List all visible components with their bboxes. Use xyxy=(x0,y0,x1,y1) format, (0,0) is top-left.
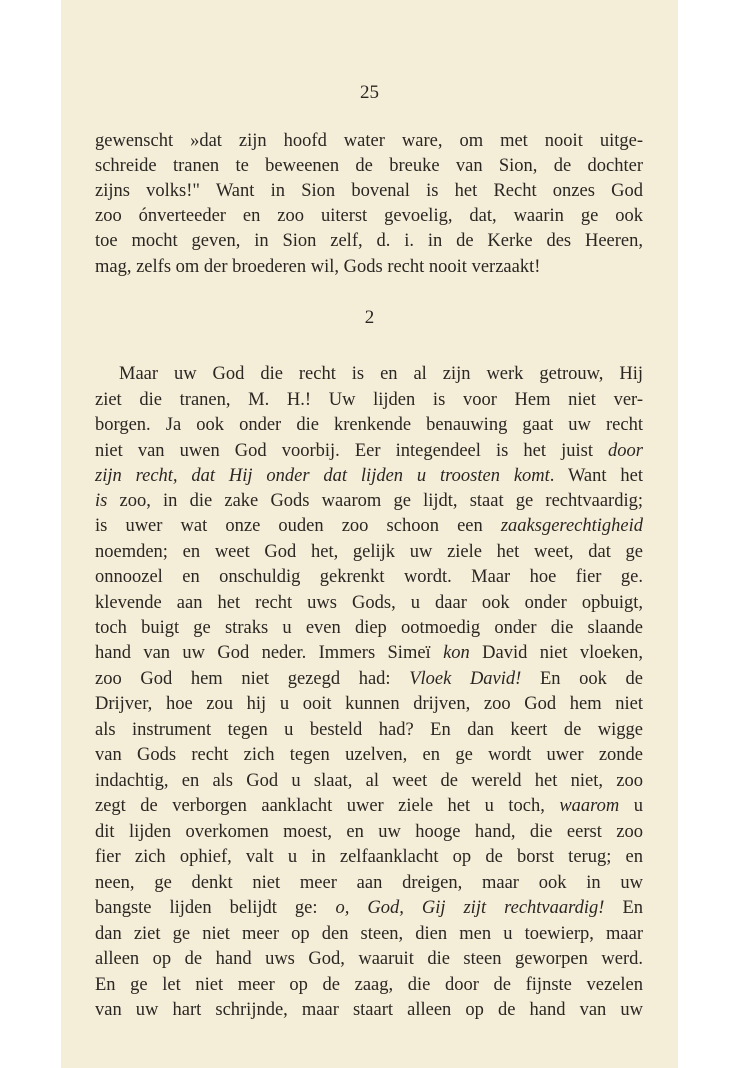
text-span: niet van uwen God voorbij. Eer integendeel is het juist xyxy=(95,441,609,461)
text-span: zoo God hem niet gezegd had: xyxy=(95,669,410,689)
text-line: mag, zelfs om der broederen wil, Gods recht nooit verzaakt! xyxy=(95,257,541,277)
text-line: indachtig, en als God u slaat, al weet de wereld het niet, zoo xyxy=(95,771,643,791)
section-number: 2 xyxy=(364,307,375,328)
text-line xyxy=(95,795,643,817)
italic-span: is xyxy=(95,491,108,511)
italic-span: zijn recht, dat Hij onder dat lijden u troosten komt xyxy=(95,466,550,486)
text-line xyxy=(95,642,643,664)
text-line xyxy=(95,897,643,919)
text-line: noemden; en weet God het, gelijk uw ziele het weet, dat ge xyxy=(95,542,643,562)
text-line xyxy=(95,465,643,487)
italic-span: kon xyxy=(443,643,470,663)
italic-span: zaaksgerechtigheid xyxy=(500,516,643,536)
text-line: als instrument tegen u besteld had? En dan keert de wigge xyxy=(95,720,643,740)
text-line: van Gods recht zich tegen uzelven, en ge wordt uwer zonde xyxy=(95,745,643,765)
text-line xyxy=(95,668,643,690)
text-span: David niet vloeken, xyxy=(469,643,644,663)
text-line: dit lijden overkomen moest, en uw hooge hand, die eerst zoo xyxy=(95,822,643,842)
text-line: ziet die tranen, M. H.! Uw lijden is voor Hem niet ver- xyxy=(95,390,643,410)
text-line xyxy=(95,515,643,537)
book-page xyxy=(61,0,678,1068)
italic-span: waarom xyxy=(559,796,620,816)
text-line: Drijver, hoe zou hij u ooit kunnen drijven, zoo God hem niet xyxy=(95,694,643,714)
text-line: gewenscht »dat zijn hoofd water ware, om met nooit uitge- xyxy=(95,131,643,151)
text-span: is uwer wat onze ouden zoo schoon een xyxy=(95,516,501,536)
text-line: dan ziet ge niet meer op den steen, dien men u toewierp, maar xyxy=(95,924,643,944)
text-span: u xyxy=(619,796,644,816)
italic-span: Vloek David! xyxy=(409,669,522,689)
text-line: fier zich ophief, valt u in zelfaanklacht op de borst terug; en xyxy=(95,847,643,867)
text-line: alleen op de hand uws God, waaruit die steen geworpen werd. xyxy=(95,949,643,969)
text-line: toe mocht geven, in Sion zelf, d. i. in de Kerke des Heeren, xyxy=(95,231,643,251)
text-line: schreide tranen te beweenen de breuke van Sion, de dochter xyxy=(95,156,643,176)
text-line: klevende aan het recht uws Gods, u daar ook onder opbuigt, xyxy=(95,593,643,613)
text-span: En ook de xyxy=(521,669,643,689)
text-span: . Want het xyxy=(549,466,643,486)
text-span: En xyxy=(604,898,643,918)
text-span: zegt de verborgen aanklacht uwer ziele het u toch, xyxy=(95,796,560,816)
text-span: bangste lijden belijdt ge: xyxy=(95,898,336,918)
text-line: neen, ge denkt niet meer aan dreigen, maar ook in uw xyxy=(95,873,643,893)
text-line: zoo ónverteeder en zoo uiterst gevoelig, dat, waarin ge ook xyxy=(95,206,643,226)
text-line: van uw hart schrijnde, maar staart alleen op de hand van uw xyxy=(95,1000,643,1020)
page-number: 25 xyxy=(360,82,379,103)
text-line: zijns volks!" Want in Sion bovenal is het Recht onzes God xyxy=(95,181,643,201)
text-line xyxy=(95,490,643,512)
text-line: toch buigt ge straks u even diep ootmoedig onder die slaande xyxy=(95,618,643,638)
text-span: hand van uw God neder. Immers Simeï xyxy=(95,643,444,663)
text-line: Maar uw God die recht is en al zijn werk getrouw, Hij xyxy=(119,364,643,384)
text-line: En ge let niet meer op de zaag, die door de fijnste vezelen xyxy=(95,975,643,995)
text-line xyxy=(95,440,643,462)
text-span: zoo, in die zake Gods waarom ge lijdt, staat ge rechtvaardig; xyxy=(107,491,643,511)
italic-span: o, God, Gij zijt rechtvaardig! xyxy=(335,898,605,918)
text-line: borgen. Ja ook onder die krenkende benauwing gaat uw recht xyxy=(95,415,643,435)
italic-span: door xyxy=(608,441,643,461)
text-line: onnoozel en onschuldig gekrenkt wordt. Maar hoe fier ge. xyxy=(95,567,643,587)
